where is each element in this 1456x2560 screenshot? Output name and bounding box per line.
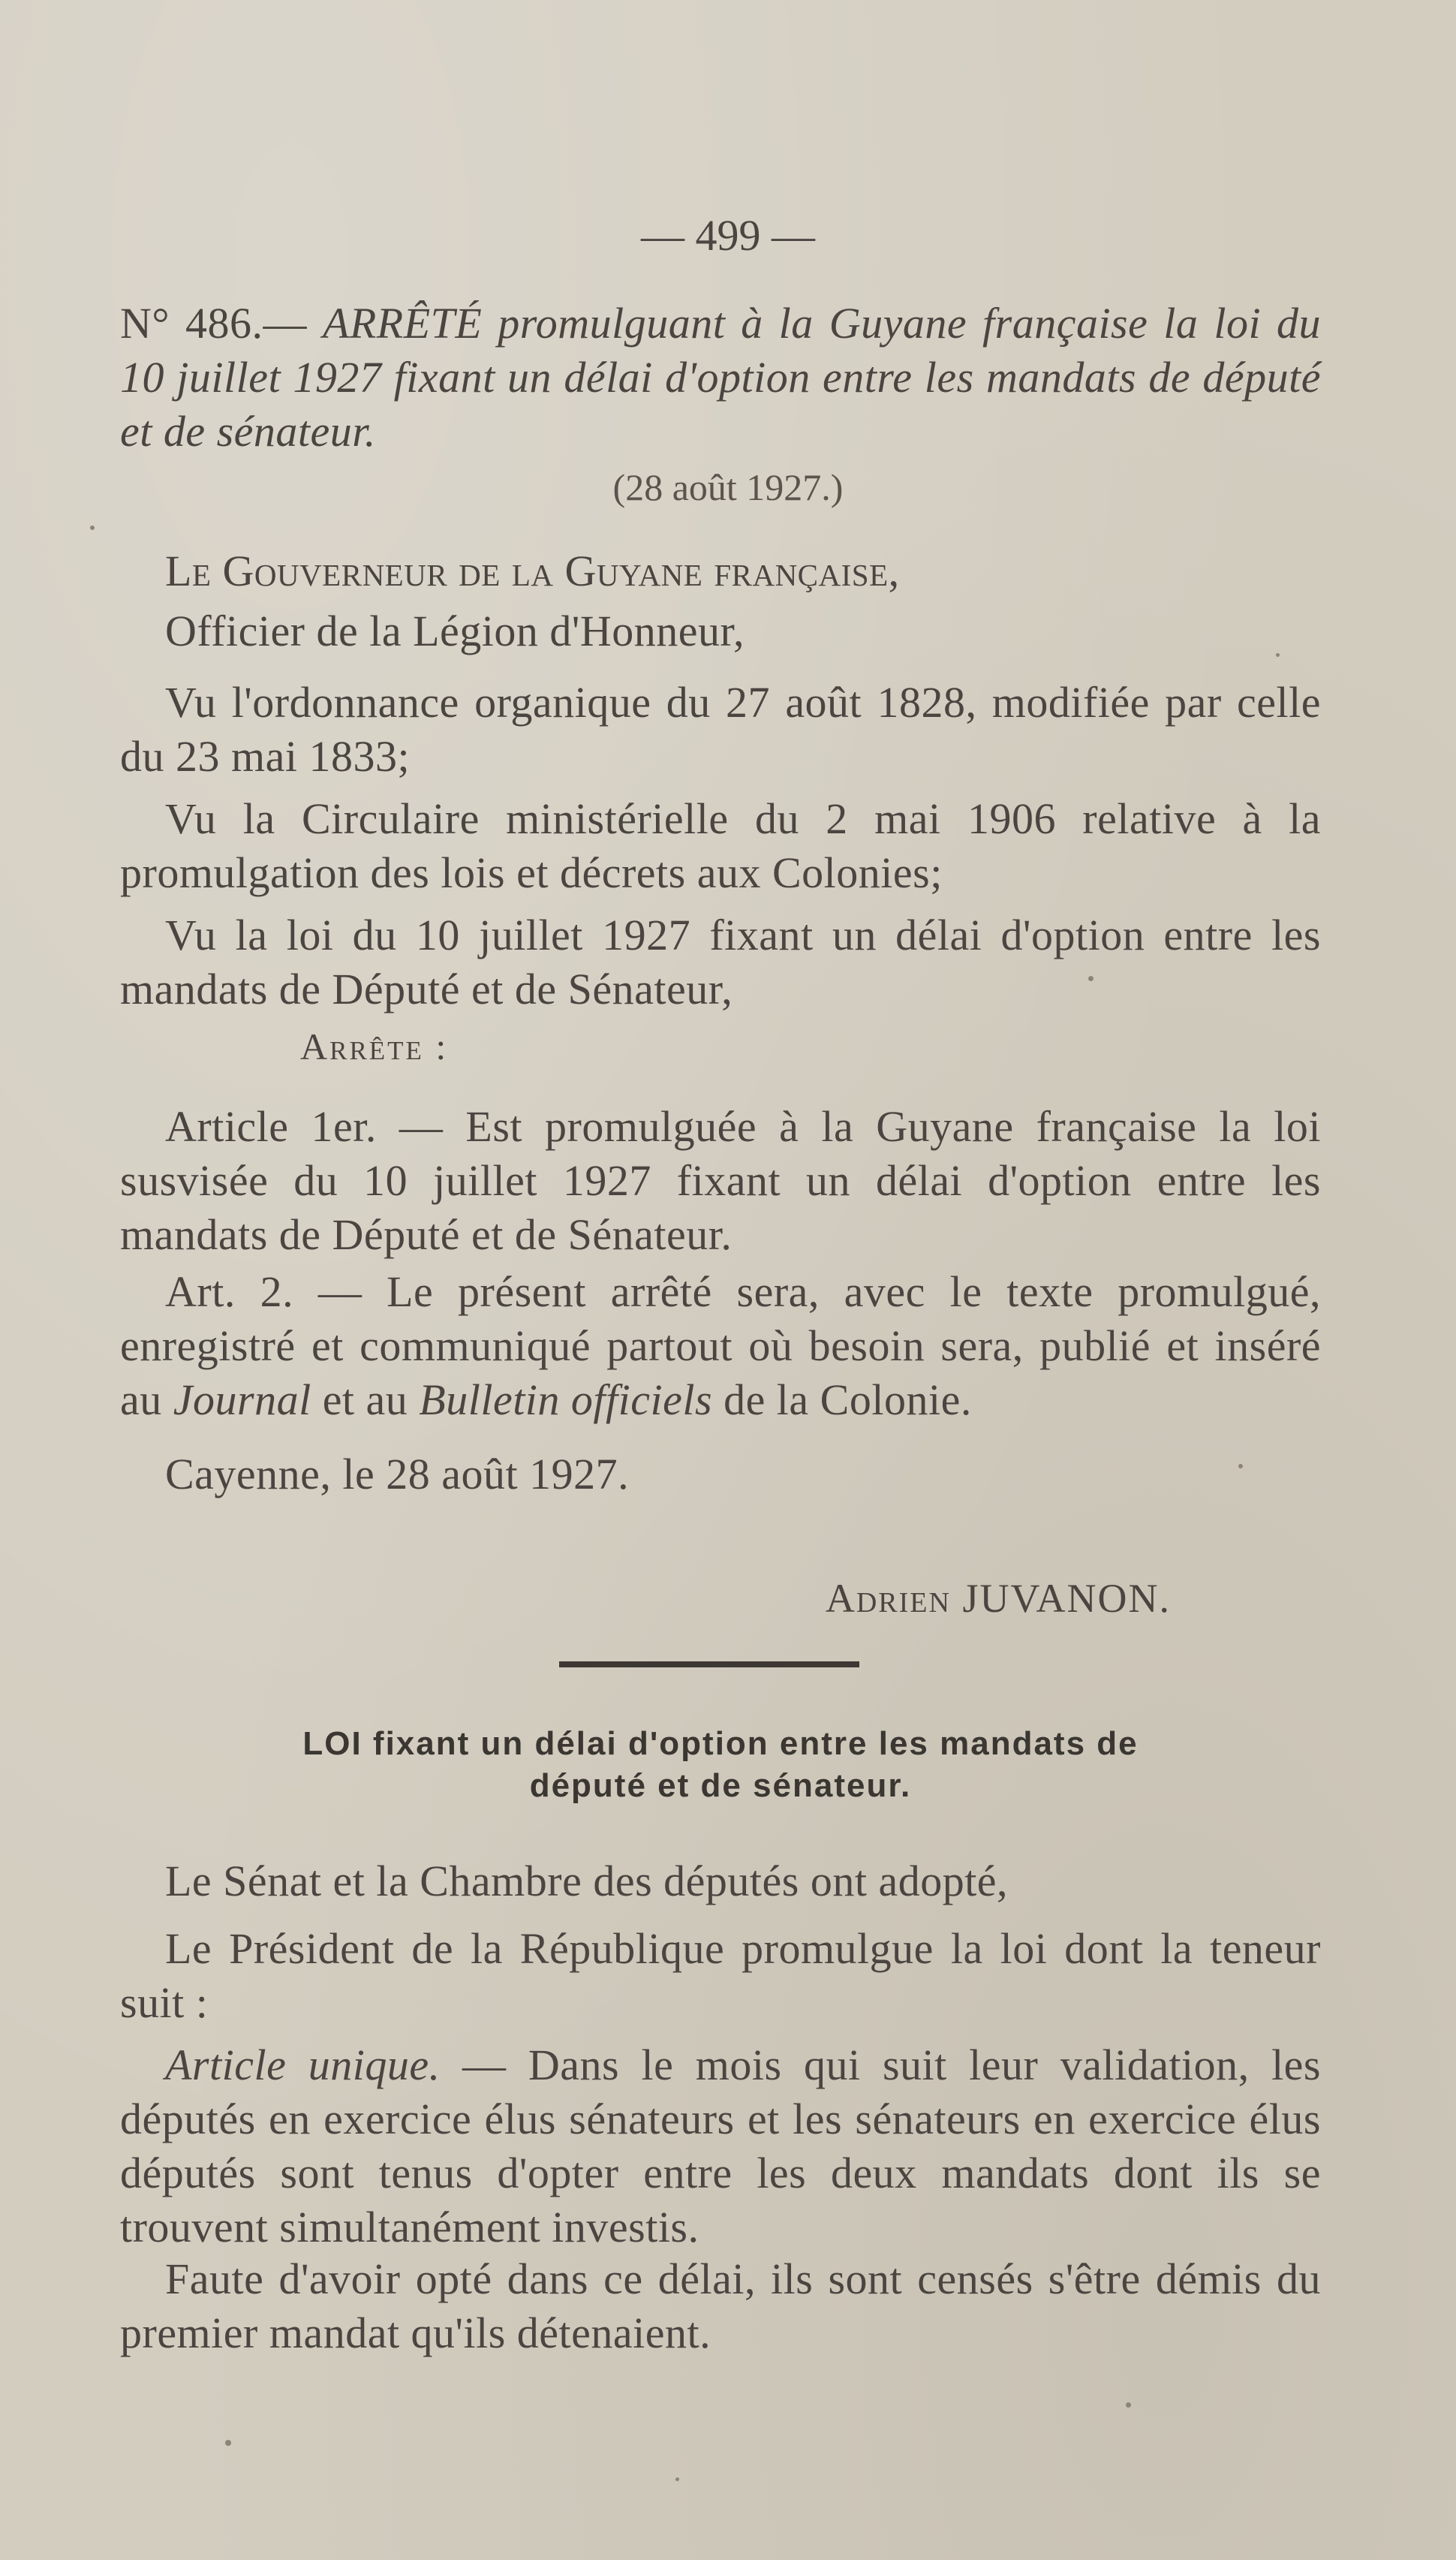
article-unique-label: Article unique. [165, 2040, 441, 2089]
governor-line [120, 544, 1321, 598]
page-number: — 499 — [641, 211, 815, 260]
arrete-date: (28 août 1927.) [612, 466, 844, 508]
signature: Adrien JUVANON. [825, 1576, 1171, 1621]
loi-title-line-1: LOI fixant un délai d'option entre les mandats de [302, 1725, 1139, 1762]
ordonnance-paragraph: Vu l'ordonnance organique du 27 août 1828, modifiée par celle du 23 mai 1833; [120, 678, 1321, 781]
arrete-label: Arrête : [300, 1026, 449, 1068]
arrete-title: ARRÊTÉ promulguant à la Guyane française la loi du 10 juillet 1927 fixant un délai d'option entre les mandats de député et de sénateur. [120, 299, 1321, 456]
circulaire-paragraph: Vu la Circulaire ministérielle du 2 mai 1906 relative à la promulgation des lois et décrets aux Colonies; [120, 794, 1321, 897]
bulletin-title: Bulletin officiels [419, 1375, 713, 1424]
journal-title: Journal [173, 1375, 311, 1424]
paper-speck [1238, 1464, 1243, 1468]
paper-speck [1276, 653, 1280, 657]
loi-adoption-paragraph: Le Sénat et la Chambre des députés ont adopté, [165, 1857, 1009, 1905]
loi-reference-paragraph: Vu la loi du 10 juillet 1927 fixant un délai d'option entre les mandats de Député et de Sénateur, [120, 911, 1321, 1013]
place-date: Cayenne, le 28 août 1927. [165, 1450, 630, 1498]
paper-speck [1126, 2402, 1131, 2408]
article-2-text-end: de la Colonie. [712, 1375, 972, 1424]
officer-line: Officier de la Légion d'Honneur, [165, 607, 745, 655]
paper-speck [675, 2477, 679, 2481]
article-2-text-start: Art. 2. — Le présent arrêté sera, avec le texte promulgué, enregistré et communiqué partout où besoin sera, publié et inséré au [120, 1267, 1321, 1424]
loi-promulgation-paragraph: Le Président de la République promulgue la loi dont la teneur suit : [120, 1924, 1321, 2027]
section-divider [559, 1661, 859, 1667]
arrete-heading [120, 297, 1321, 459]
paper-speck [225, 2440, 231, 2446]
loi-article-unique [120, 2038, 1321, 2254]
article-2-text-mid: et au [311, 1375, 420, 1424]
loi-title-line-2: député et de sénateur. [529, 1767, 912, 1804]
article-1: Article 1er. — Est promulguée à la Guyane française la loi susvisée du 10 juillet 1927 fixant un délai d'option entre les mandats de Député et de Sénateur. [120, 1102, 1321, 1259]
loi-closing-paragraph: Faute d'avoir opté dans ce délai, ils sont censés s'être démis du premier mandat qu'ils détenaient. [120, 2254, 1321, 2357]
paper-speck [1088, 976, 1094, 981]
article-unique-text: — Dans le mois qui suit leur validation, les députés en exercice élus sénateurs et les sénateurs en exercice élus députés sont tenus d'opter entre les deux mandats dont ils se trouvent simultanément investis. [120, 2040, 1321, 2251]
loi-title [120, 1723, 1321, 1807]
paper-speck [90, 526, 95, 530]
article-2 [120, 1265, 1321, 1427]
governor-text: Le Gouverneur de la Guyane française, [165, 547, 900, 595]
arrete-number: N° 486.— [120, 299, 308, 348]
